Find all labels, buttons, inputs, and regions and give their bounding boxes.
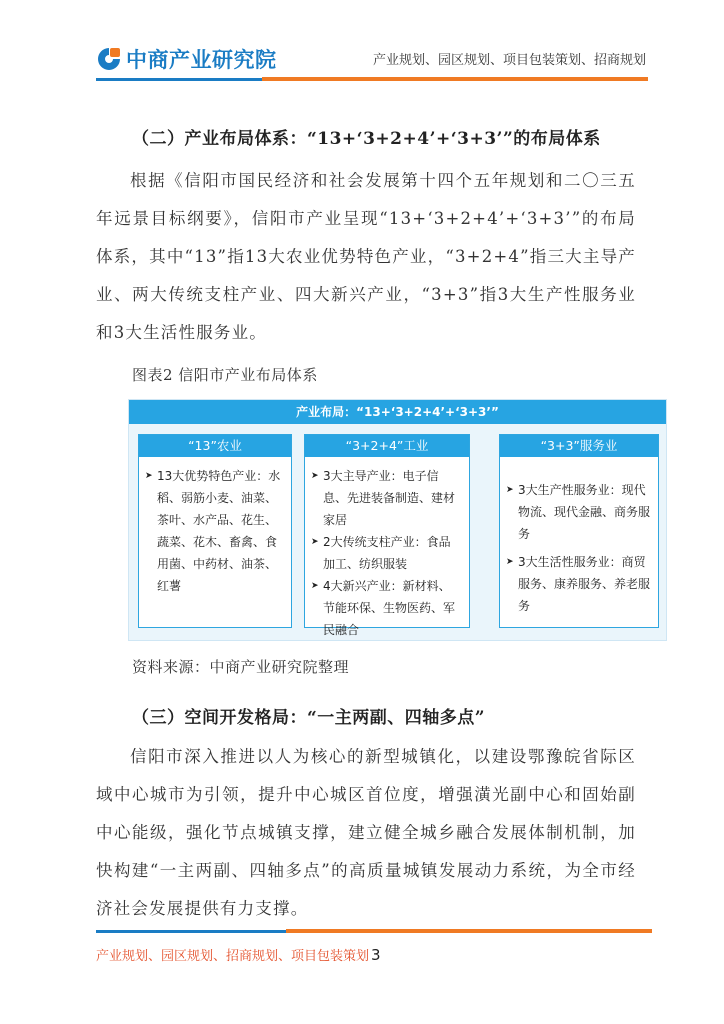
arrow-icon: ➤ xyxy=(311,471,319,481)
column-services xyxy=(499,434,659,628)
arrow-icon: ➤ xyxy=(311,537,319,547)
list-item: ➤ 2大传统支柱产业：食品加工、纺织服装 xyxy=(311,531,461,575)
page-footer xyxy=(96,945,381,964)
industry-layout-figure xyxy=(128,399,667,641)
section-heading-layout: （二）产业布局体系：“13+‘3+2+4’+‘3+3’”的布局体系 xyxy=(132,129,601,149)
figure-caption: 图表2 信阳市产业布局体系 xyxy=(132,366,318,384)
column-head: “13”农业 xyxy=(139,435,291,457)
figure-source: 资料来源：中商产业研究院整理 xyxy=(132,658,350,676)
column-head: “3+3”服务业 xyxy=(500,435,658,457)
section-heading-spatial: （三）空间开发格局：“一主两副、四轴多点” xyxy=(132,708,486,728)
header-divider-orange xyxy=(262,77,648,81)
footer-divider-orange xyxy=(286,929,652,933)
list-item: ➤ 13大优势特色产业：水稻、弱筋小麦、油菜、茶叶、水产品、花生、蔬菜、花木、畜禽、食用菌、中药材、油茶、红薯 xyxy=(145,465,283,597)
header-slogan: 产业规划、园区规划、项目包装策划、招商规划 xyxy=(372,53,646,68)
layout-paragraph: 根据《信阳市国民经济和社会发展第十四个五年规划和二〇三五年远景目标纲要》，信阳市产业呈现“13+‘3+2+4’+‘3+3’”的布局体系，其中“13”指13大农业优势特色产业，“3+2+4”指三大主导产业、两大传统支柱产业、四大新兴产业，“3+3”指3大生产性服务业和3大生活性服务业。 xyxy=(96,171,636,342)
column-agriculture xyxy=(138,434,292,628)
footer-slogan: 产业规划、园区规划、招商规划、项目包装策划 xyxy=(96,949,370,964)
list-item: ➤ 4大新兴产业：新材料、节能环保、生物医药、军民融合 xyxy=(311,575,461,641)
logo-icon xyxy=(96,46,122,72)
arrow-icon: ➤ xyxy=(311,581,319,591)
page-number: 3 xyxy=(371,946,381,964)
logo-text: 中商产业研究院 xyxy=(126,48,277,72)
header-divider-blue xyxy=(96,78,262,81)
column-head: “3+2+4”工业 xyxy=(305,435,469,457)
list-item: ➤ 3大主导产业：电子信息、先进装备制造、建材家居 xyxy=(311,465,461,531)
arrow-icon: ➤ xyxy=(145,471,153,481)
footer-divider-blue xyxy=(96,930,286,933)
list-item: ➤ 3大生产性服务业：现代物流、现代金融、商务服务 xyxy=(506,479,650,545)
arrow-icon: ➤ xyxy=(506,557,514,567)
list-item: ➤ 3大生活性服务业：商贸服务、康养服务、养老服务 xyxy=(506,551,650,617)
column-industry xyxy=(304,434,470,637)
logo xyxy=(96,44,277,74)
arrow-icon: ➤ xyxy=(506,485,514,495)
figure-title: 产业布局：“13+‘3+2+4’+‘3+3’” xyxy=(129,400,666,424)
spatial-paragraph: 信阳市深入推进以人为核心的新型城镇化，以建设鄂豫皖省际区域中心城市为引领，提升中心城区首位度，增强潢光副中心和固始副中心能级，强化节点城镇支撑，建立健全城乡融合发展体制机制，加快构建“一主两副、四轴多点”的高质量城镇发展动力系统，为全市经济社会发展提供有力支撑。 xyxy=(96,747,636,918)
page-header xyxy=(0,0,724,90)
